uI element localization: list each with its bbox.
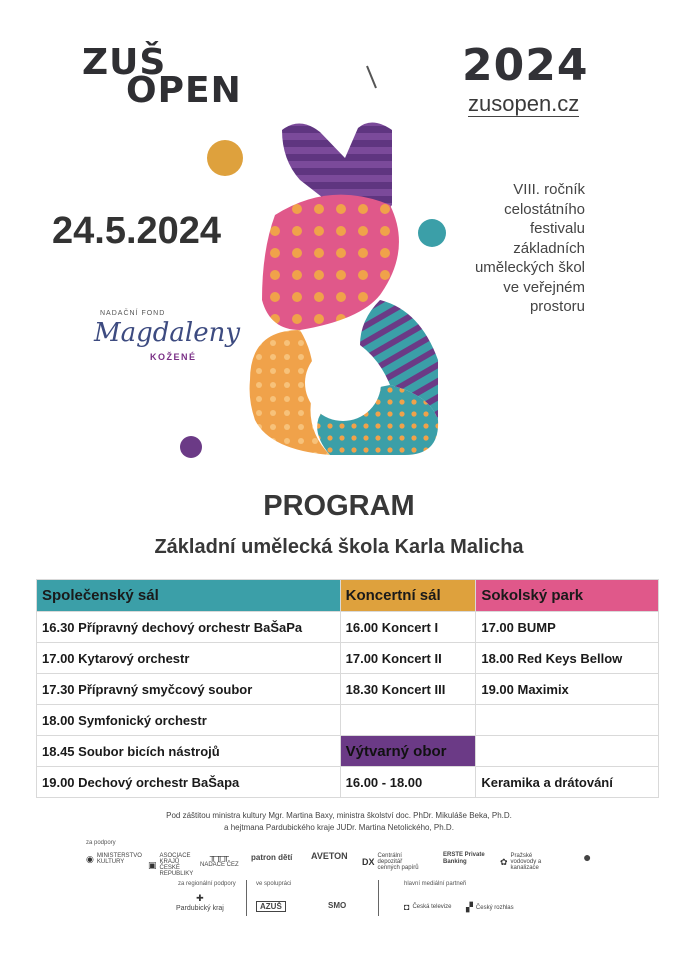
table-row bbox=[37, 705, 659, 736]
cez-icon: ╥╥╥ bbox=[209, 851, 229, 861]
table-header-row bbox=[37, 580, 659, 612]
support-label: za podpory bbox=[86, 840, 116, 846]
cooperation-label: ve spolupráci bbox=[256, 881, 292, 887]
regional-support-label: za regionální podpory bbox=[178, 881, 236, 887]
header-sokolsky-park: Sokolský park bbox=[476, 580, 659, 612]
table-row bbox=[37, 643, 659, 674]
patronage-text: Pod záštitou ministra kultury Mgr. Martina Baxy, ministra školství doc. PhDr. Mikuláše Beka, Ph.D. a hejtmana Pardubického kraje JUDr. Martina Netolického, Ph.D. bbox=[166, 811, 512, 832]
table-cell: 16.00 - 18.00 bbox=[340, 767, 476, 798]
footer-divider bbox=[246, 880, 247, 916]
decor-dot-purple bbox=[180, 436, 202, 458]
table-cell: 17.30 Přípravný smyčcový soubor bbox=[37, 674, 341, 705]
table-row bbox=[37, 767, 659, 798]
header-spolecensky-sal: Společenský sál bbox=[37, 580, 341, 612]
sponsor-ceska-televize: ◘ Česká televize bbox=[404, 902, 452, 912]
pardubice-emblem-icon: ✚ bbox=[196, 893, 204, 903]
school-name: Základní umělecká škola Karla Malicha bbox=[154, 536, 524, 558]
table-cell: 18.45 Soubor bicích nástrojů bbox=[37, 736, 341, 767]
sponsor-aveton: AVETON bbox=[311, 851, 348, 861]
event-date: 24.5.2024 bbox=[52, 210, 222, 252]
sponsor-patron-deti: patron dětí bbox=[251, 853, 293, 862]
program-table bbox=[36, 579, 659, 798]
sponsor-smo: SMO bbox=[328, 901, 347, 910]
decor-slash bbox=[367, 66, 376, 88]
sponsor-prazske-vodovody: ✿ Pražské vodovody a kanalizace bbox=[500, 853, 542, 871]
media-partners-label: hlavní mediální partneři bbox=[404, 881, 467, 887]
ct-icon: ◘ bbox=[404, 902, 410, 912]
table-row bbox=[37, 736, 659, 767]
table-cell: 17.00 Kytarový orchestr bbox=[37, 643, 341, 674]
table-cell: 19.00 Dechový orchestr BaŠapa bbox=[37, 767, 341, 798]
header-vytvarny-obor: Výtvarný obor bbox=[340, 736, 476, 767]
table-cell: Keramika a drátování bbox=[476, 767, 659, 798]
ministry-icon: ◉ bbox=[86, 853, 94, 864]
program-title: PROGRAM bbox=[263, 490, 415, 522]
sponsor-cesky-rozhlas: ▞ Český rozhlas bbox=[466, 902, 514, 912]
sponsor-badge-icon: ● bbox=[583, 849, 592, 865]
sponsor-pardubicky-kraj: ✚ Pardubický kraj bbox=[176, 893, 224, 912]
header-koncertni-sal: Koncertní sál bbox=[340, 580, 476, 612]
table-cell: 16.00 Koncert I bbox=[340, 612, 476, 643]
table-row bbox=[37, 674, 659, 705]
pvk-icon: ✿ bbox=[500, 856, 508, 867]
cro-icon: ▞ bbox=[466, 902, 473, 912]
sponsor-nadace-cez: ╥╥╥ NADACE ČEZ bbox=[200, 851, 239, 868]
table-cell: 17.00 Koncert II bbox=[340, 643, 476, 674]
table-cell: 16.30 Přípravný dechový orchestr BaŠaPa bbox=[37, 612, 341, 643]
letter-s-hole bbox=[305, 345, 381, 421]
table-cell bbox=[340, 705, 476, 736]
table-row bbox=[37, 612, 659, 643]
table-cell: 19.00 Maximix bbox=[476, 674, 659, 705]
asociace-icon: ▣ bbox=[148, 859, 157, 870]
footer-divider bbox=[378, 880, 379, 916]
dx-icon: DX bbox=[362, 857, 375, 867]
magdalena-kozena-fund-logo: NADAČNÍ FOND Magdaleny KOŽENÉ bbox=[94, 310, 241, 362]
zus-open-logo: ZUŠ OPEN bbox=[82, 42, 242, 111]
sponsor-centralni-depozitar: DX Centrální depozitář cenných papírů bbox=[362, 853, 419, 871]
table-cell bbox=[476, 705, 659, 736]
sponsor-azus: AZUŠ bbox=[256, 901, 286, 912]
table-cell bbox=[476, 736, 659, 767]
table-cell: 18.00 Symfonický orchestr bbox=[37, 705, 341, 736]
website-link[interactable]: zusopen.cz bbox=[468, 91, 580, 116]
table-cell: 17.00 BUMP bbox=[476, 612, 659, 643]
sponsor-asociace-kraju: ▣ ASOCIACE KRAJŮ ČESKÉ REPUBLIKY bbox=[148, 853, 194, 877]
festival-description: VIII. ročník celostátního festivalu základních uměleckých škol ve veřejném prostoru bbox=[474, 181, 585, 315]
decor-dot-gold bbox=[207, 140, 243, 176]
year: 2024 bbox=[462, 40, 589, 91]
table-cell: 18.00 Red Keys Bellow bbox=[476, 643, 659, 674]
sponsor-erste: ERSTE Private Banking bbox=[443, 852, 485, 865]
sponsor-ministry: ◉ MINISTERSTVO KULTURY bbox=[86, 853, 142, 865]
table-cell: 18.30 Koncert III bbox=[340, 674, 476, 705]
